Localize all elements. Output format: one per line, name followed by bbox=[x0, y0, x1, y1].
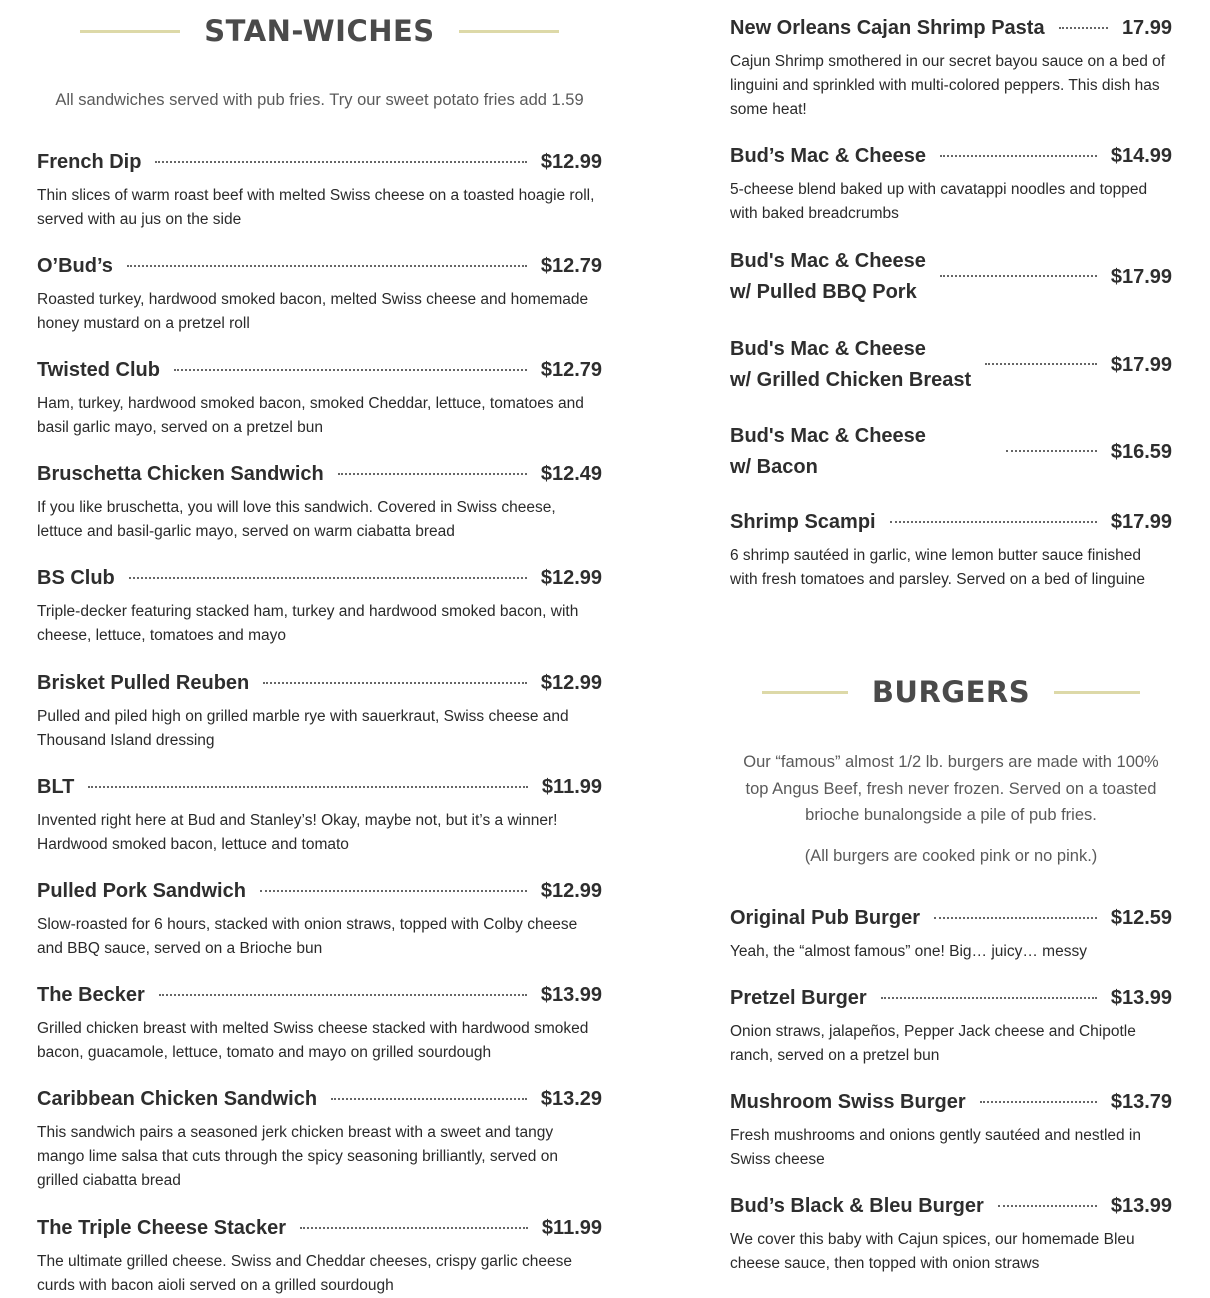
dot-leader bbox=[1006, 450, 1097, 452]
item-description: Invented right here at Bud and Stanley’s! Okay, maybe not, but it’s a winner! Hardwood smoked bacon, lettuce and tomato bbox=[37, 812, 558, 853]
item-name: BLT bbox=[37, 776, 75, 798]
item-name: Caribbean Chicken Sandwich bbox=[37, 1088, 318, 1110]
header-rule-left bbox=[762, 691, 848, 694]
section-title: BURGERS bbox=[871, 675, 1031, 709]
dot-leader bbox=[331, 1098, 527, 1100]
menu-item bbox=[730, 334, 1172, 396]
item-description: Grilled chicken breast with melted Swiss cheese stacked with hardwood smoked bacon, guacamole, lettuce, tomato and mayo on grilled sourdough bbox=[37, 1020, 589, 1061]
menu-item bbox=[37, 459, 602, 544]
dot-leader bbox=[1059, 27, 1108, 29]
dot-leader bbox=[998, 1205, 1097, 1207]
dot-leader bbox=[155, 161, 526, 163]
item-price: $11.99 bbox=[541, 776, 602, 798]
item-description: We cover this baby with Cajun spices, our homemade Bleu cheese sauce, then topped with onion straws bbox=[730, 1231, 1135, 1272]
menu-item bbox=[37, 980, 602, 1065]
menu-item bbox=[730, 983, 1172, 1068]
item-name: Bud's Mac & Cheese w/ Bacon bbox=[730, 425, 926, 478]
item-price: $16.59 bbox=[1110, 440, 1172, 463]
item-name: The Triple Cheese Stacker bbox=[37, 1217, 287, 1239]
item-price: $17.99 bbox=[1110, 353, 1172, 376]
menu-item bbox=[37, 251, 602, 336]
item-price: $12.79 bbox=[540, 255, 602, 277]
item-description: If you like bruschetta, you will love this sandwich. Covered in Swiss cheese, lettuce and basil-garlic mayo, served on warm ciabatta bread bbox=[37, 499, 556, 540]
item-name: Pulled Pork Sandwich bbox=[37, 880, 246, 902]
dot-leader bbox=[129, 577, 527, 579]
dot-leader bbox=[940, 275, 1097, 277]
menu-item bbox=[37, 147, 602, 232]
menu-item bbox=[37, 563, 602, 648]
item-price: $13.29 bbox=[540, 1088, 602, 1110]
dot-leader bbox=[940, 155, 1097, 157]
burgers-header bbox=[730, 675, 1172, 709]
dot-leader bbox=[985, 363, 1097, 365]
section-note: Our “famous” almost 1/2 lb. burgers are made with 100% top Angus Beef, fresh never frozen. Served on a toasted brioche bunalongside a pile of pub fries. bbox=[743, 753, 1159, 824]
item-description: Roasted turkey, hardwood smoked bacon, melted Swiss cheese and homemade honey mustard on a pretzel roll bbox=[37, 291, 589, 332]
item-description: Pulled and piled high on grilled marble rye with sauerkraut, Swiss cheese and Thousand Island dressing bbox=[37, 708, 569, 749]
item-price: $17.99 bbox=[1110, 511, 1172, 533]
item-description: Slow-roasted for 6 hours, stacked with onion straws, topped with Colby cheese and BBQ sauce, served on a Brioche bun bbox=[37, 916, 578, 957]
stanwiches-header bbox=[37, 14, 602, 48]
item-price: $12.49 bbox=[540, 463, 602, 485]
item-name: Brisket Pulled Reuben bbox=[37, 672, 250, 694]
item-description: Thin slices of warm roast beef with melted Swiss cheese on a toasted hoagie roll, served with au jus on the side bbox=[37, 187, 595, 228]
header-rule-left bbox=[80, 30, 180, 33]
dot-leader bbox=[263, 682, 527, 684]
dot-leader bbox=[890, 521, 1097, 523]
item-description: Fresh mushrooms and onions gently sautéed and nestled in Swiss cheese bbox=[730, 1127, 1141, 1168]
item-name: Shrimp Scampi bbox=[730, 511, 876, 533]
item-name: Bud's Mac & Cheese w/ Pulled BBQ Pork bbox=[730, 250, 926, 303]
menu-item bbox=[730, 421, 1172, 483]
item-name: Mushroom Swiss Burger bbox=[730, 1091, 966, 1113]
menu-item bbox=[37, 1213, 602, 1298]
item-name: Pretzel Burger bbox=[730, 987, 867, 1009]
dot-leader bbox=[260, 890, 527, 892]
dot-leader bbox=[88, 786, 528, 788]
menu-item bbox=[730, 13, 1172, 122]
item-name: French Dip bbox=[37, 151, 142, 173]
menu-item bbox=[730, 1087, 1172, 1172]
item-price: $13.99 bbox=[540, 984, 602, 1006]
item-price: $12.79 bbox=[540, 359, 602, 381]
menu-item bbox=[730, 507, 1172, 592]
item-price: $12.99 bbox=[540, 151, 602, 173]
item-price: $13.99 bbox=[1110, 987, 1172, 1009]
menu-item bbox=[37, 355, 602, 440]
item-name: Bud’s Mac & Cheese bbox=[730, 145, 926, 167]
dot-leader bbox=[881, 997, 1097, 999]
item-name: Twisted Club bbox=[37, 359, 160, 381]
section-note: All sandwiches served with pub fries. Try our sweet potato fries add 1.59 bbox=[55, 91, 584, 109]
item-name: BS Club bbox=[37, 567, 115, 589]
item-name: New Orleans Cajan Shrimp Pasta bbox=[730, 17, 1045, 39]
dot-leader bbox=[127, 265, 527, 267]
header-rule-right bbox=[1054, 691, 1140, 694]
dot-leader bbox=[934, 917, 1097, 919]
item-price: $17.99 bbox=[1110, 265, 1172, 288]
item-name: Original Pub Burger bbox=[730, 907, 921, 929]
menu-item bbox=[730, 1191, 1172, 1276]
item-description: 6 shrimp sautéed in garlic, wine lemon butter sauce finished with fresh tomatoes and parsley. Served on a bed of linguine bbox=[730, 547, 1146, 588]
dot-leader bbox=[980, 1101, 1097, 1103]
item-price: $12.99 bbox=[540, 672, 602, 694]
header-rule-right bbox=[459, 30, 559, 33]
item-name: Bud's Mac & Cheese w/ Grilled Chicken Breast bbox=[730, 338, 972, 391]
section-title: STAN-WICHES bbox=[204, 14, 435, 48]
menu-item bbox=[730, 903, 1172, 964]
menu-item bbox=[730, 141, 1172, 226]
item-description: Triple-decker featuring stacked ham, turkey and hardwood smoked bacon, with cheese, lettuce, tomatoes and mayo bbox=[37, 603, 579, 644]
item-price: $11.99 bbox=[541, 1217, 602, 1239]
item-name: Bruschetta Chicken Sandwich bbox=[37, 463, 324, 485]
item-description: Onion straws, jalapeños, Pepper Jack cheese and Chipotle ranch, served on a pretzel bun bbox=[730, 1023, 1136, 1064]
item-price: $12.99 bbox=[540, 880, 602, 902]
menu-item bbox=[37, 1084, 602, 1193]
menu-item bbox=[37, 772, 602, 857]
menu-item bbox=[730, 246, 1172, 308]
item-name: The Becker bbox=[37, 984, 145, 1006]
dot-leader bbox=[174, 369, 527, 371]
item-price: $13.99 bbox=[1110, 1195, 1172, 1217]
item-description: Yeah, the “almost famous” one! Big… juicy… messy bbox=[730, 943, 1087, 960]
menu-item bbox=[37, 668, 602, 753]
item-description: The ultimate grilled cheese. Swiss and Cheddar cheeses, crispy garlic cheese curds with bacon aioli served on a grilled sourdough bbox=[37, 1253, 573, 1294]
section-note-pink: (All burgers are cooked pink or no pink.) bbox=[804, 847, 1098, 865]
item-name: Bud’s Black & Bleu Burger bbox=[730, 1195, 984, 1217]
item-price: $12.99 bbox=[540, 567, 602, 589]
item-price: $13.79 bbox=[1110, 1091, 1172, 1113]
dot-leader bbox=[159, 994, 527, 996]
item-description: This sandwich pairs a seasoned jerk chicken breast with a sweet and tangy mango lime salsa that cuts through the spicy seasoning brilliantly, served on grilled ciabatta bread bbox=[37, 1124, 558, 1189]
item-description: Ham, turkey, hardwood smoked bacon, smoked Cheddar, lettuce, tomatoes and basil garlic mayo, served on a pretzel bun bbox=[37, 395, 584, 436]
item-price: 17.99 bbox=[1121, 17, 1172, 39]
item-description: 5-cheese blend baked up with cavatappi noodles and topped with baked breadcrumbs bbox=[730, 181, 1148, 222]
dot-leader bbox=[300, 1227, 528, 1229]
item-price: $12.59 bbox=[1110, 907, 1172, 929]
dot-leader bbox=[338, 473, 527, 475]
item-name: O’Bud’s bbox=[37, 255, 113, 277]
item-price: $14.99 bbox=[1110, 145, 1172, 167]
item-description: Cajun Shrimp smothered in our secret bayou sauce on a bed of linguini and sprinkled with multi-colored peppers. This dish has some heat! bbox=[730, 53, 1166, 118]
menu-item bbox=[37, 876, 602, 961]
